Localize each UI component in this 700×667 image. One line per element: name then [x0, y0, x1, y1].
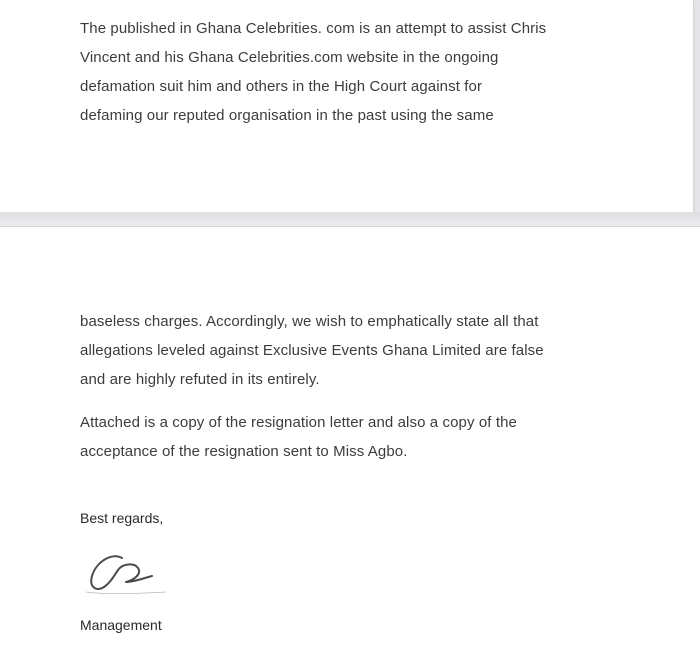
closing-salutation: Best regards, — [80, 510, 164, 526]
handwritten-signature — [82, 540, 172, 600]
text-line: Attached is a copy of the resignation letter and also a copy of the — [80, 414, 517, 431]
document-page-1 — [0, 0, 694, 212]
body-paragraph — [80, 307, 544, 394]
signoff-name: Management — [80, 617, 162, 633]
body-paragraph — [80, 14, 546, 130]
text-line: and are highly refuted in its entirely. — [80, 371, 320, 388]
text-line: defaming our reputed organisation in the past using the same — [80, 107, 494, 124]
text-line: defamation suit him and others in the High Court against for — [80, 78, 483, 95]
text-line: baseless charges. Accordingly, we wish to emphatically state all that — [80, 313, 539, 330]
text-line: allegations leveled against Exclusive Events Ghana Limited are false — [80, 342, 544, 359]
body-paragraph — [80, 408, 517, 466]
page-separator — [0, 212, 700, 226]
text-line: Vincent and his Ghana Celebrities.com website in the ongoing — [80, 49, 499, 66]
document-page-2 — [0, 226, 700, 667]
text-line: acceptance of the resignation sent to Miss Agbo. — [80, 443, 408, 460]
text-line: The published in Ghana Celebrities. com is an attempt to assist Chris — [80, 20, 547, 37]
